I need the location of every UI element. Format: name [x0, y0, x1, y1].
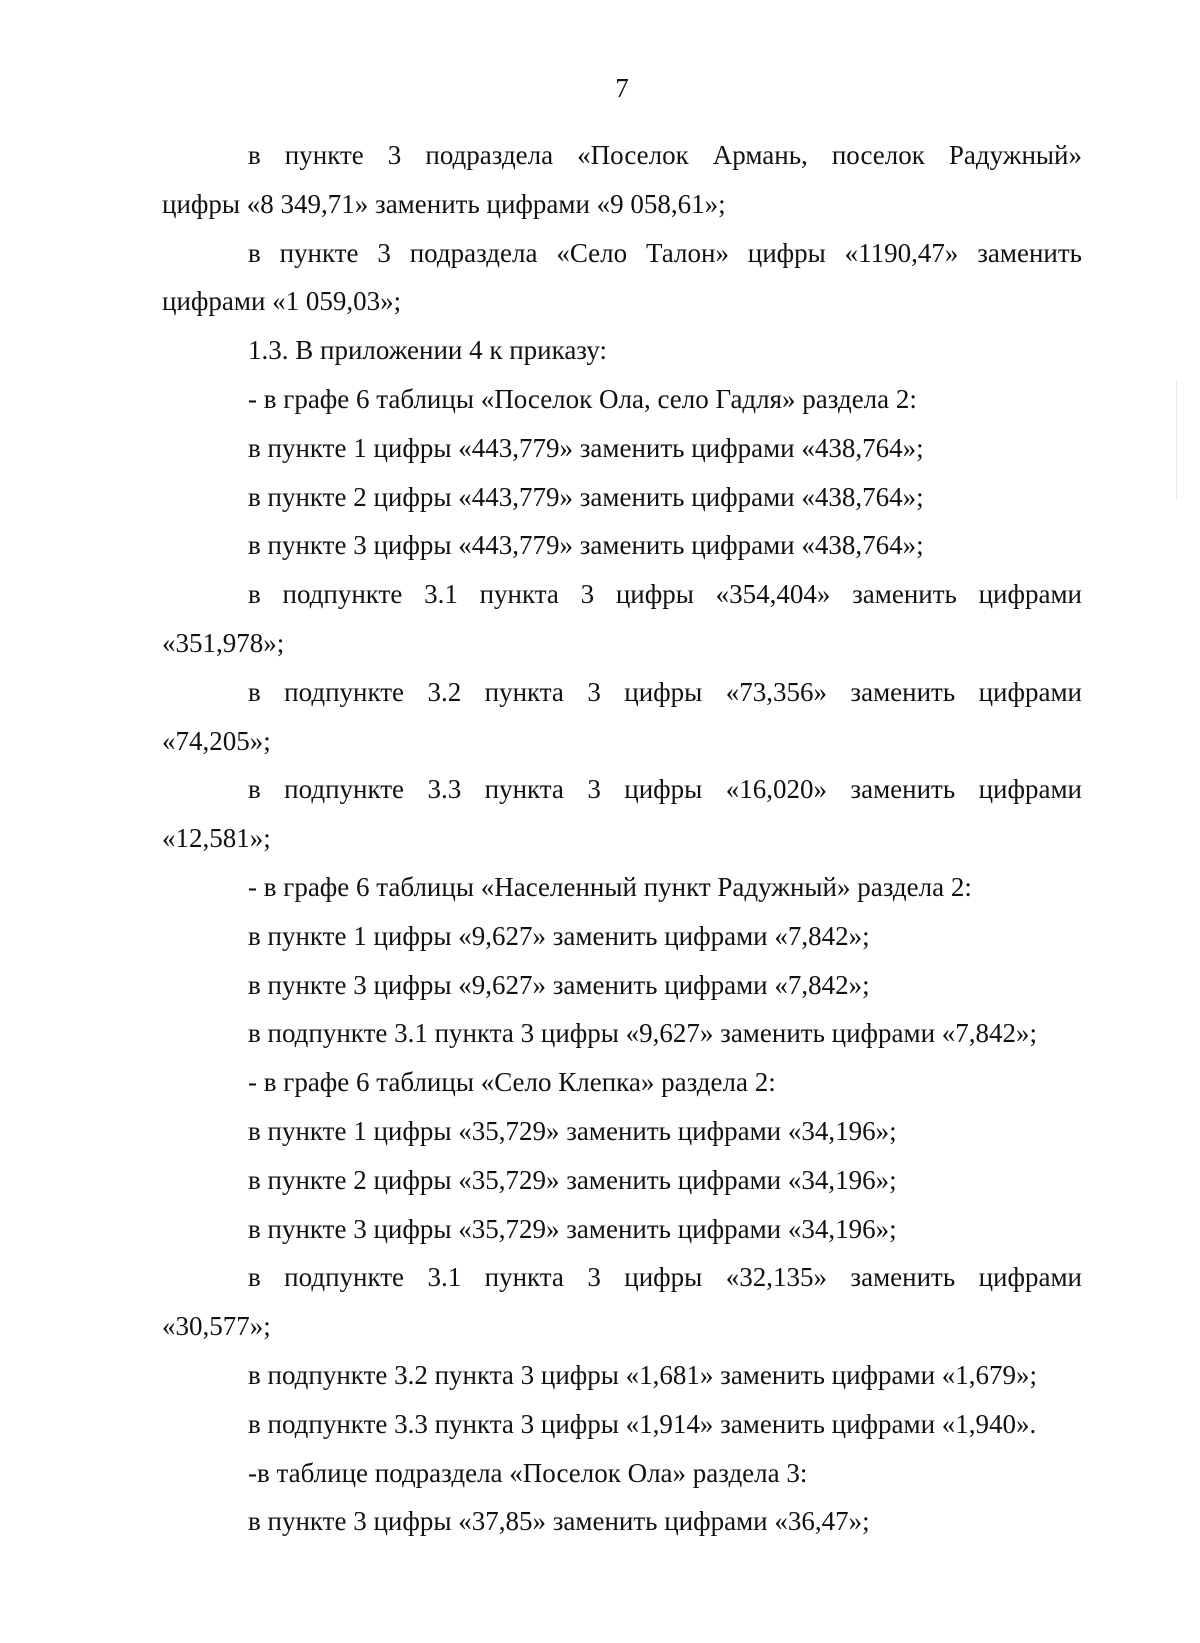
text-line: «30,577»; [162, 1311, 271, 1342]
text-line: - в графе 6 таблицы «Село Клепка» раздела 2: [248, 1067, 776, 1098]
text-line: в подпункте 3.3 пункта 3 цифры «1,914» заменить цифрами «1,940». [248, 1408, 1037, 1439]
text-line: в подпункте 3.3 пункта 3 цифры «16,020» заменить цифрами [248, 774, 1082, 805]
text-line: в подпункте 3.2 пункта 3 цифры «1,681» заменить цифрами «1,679»; [248, 1359, 1038, 1390]
text-line: «74,205»; [162, 725, 271, 756]
text-line: в пункте 3 цифры «37,85» заменить цифрами «36,47»; [248, 1506, 870, 1537]
text-line: - в графе 6 таблицы «Населенный пункт Радужный» раздела 2: [248, 871, 972, 902]
text-line: «12,581»; [162, 823, 271, 854]
text-line: «351,978»; [162, 627, 285, 658]
text-line: в пункте 1 цифры «35,729» заменить цифрами «34,196»; [248, 1115, 897, 1146]
text-line: в пункте 1 цифры «443,779» заменить цифрами «438,764»; [248, 432, 924, 463]
text-line: в пункте 3 подраздела «Поселок Армань, поселок Радужный» [248, 140, 1082, 170]
text-line: цифры «8 349,71» заменить цифрами «9 058,61»; [162, 188, 726, 219]
text-line: в подпункте 3.2 пункта 3 цифры «73,356» заменить цифрами [248, 676, 1082, 707]
text-line: в пункте 3 подраздела «Село Талон» цифры «1190,47» заменить [248, 237, 1082, 268]
text-line: в пункте 3 цифры «9,627» заменить цифрами «7,842»; [248, 969, 870, 1000]
text-line: в подпункте 3.1 пункта 3 цифры «9,627» заменить цифрами «7,842»; [248, 1018, 1038, 1049]
document-body [162, 137, 1082, 1552]
text-line: в пункте 2 цифры «35,729» заменить цифрами «34,196»; [248, 1164, 897, 1195]
text-line: в подпункте 3.1 пункта 3 цифры «354,404» заменить цифрами [248, 579, 1082, 610]
text-line: в пункте 3 цифры «443,779» заменить цифрами «438,764»; [248, 530, 924, 561]
text-line: в подпункте 3.1 пункта 3 цифры «32,135» заменить цифрами [248, 1262, 1082, 1293]
text-line: -в таблице подраздела «Поселок Ола» раздела 3: [248, 1457, 808, 1488]
scan-artifact-line [1176, 380, 1177, 500]
text-line: в пункте 1 цифры «9,627» заменить цифрами «7,842»; [248, 920, 870, 951]
page-number: 7 [615, 73, 629, 103]
text-line: цифрами «1 059,03»; [162, 286, 402, 317]
text-line: в пункте 3 цифры «35,729» заменить цифрами «34,196»; [248, 1213, 897, 1244]
text-line: 1.3. В приложении 4 к приказу: [248, 335, 608, 366]
text-line: - в графе 6 таблицы «Поселок Ола, село Гадля» раздела 2: [248, 383, 917, 414]
text-line: в пункте 2 цифры «443,779» заменить цифрами «438,764»; [248, 481, 924, 512]
